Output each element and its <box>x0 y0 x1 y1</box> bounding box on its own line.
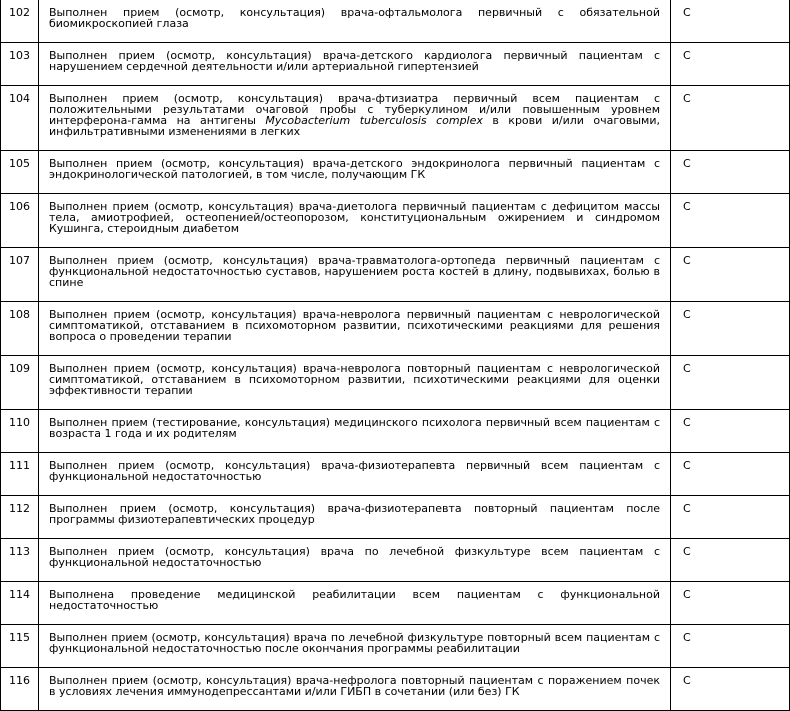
row-number: 109 <box>1 356 39 410</box>
row-number: 114 <box>1 582 39 625</box>
row-number: 107 <box>1 248 39 302</box>
row-number: 111 <box>1 453 39 496</box>
row-number: 108 <box>1 302 39 356</box>
evidence-grade: С <box>671 496 790 539</box>
evidence-grade: С <box>671 43 790 86</box>
evidence-grade: С <box>671 86 790 151</box>
evidence-grade: С <box>671 194 790 248</box>
criterion-text <box>39 453 671 496</box>
criterion-text-part: Выполнен прием (осмотр, консультация) врача по лечебной физкультуре всем пациентам с функциональной недостаточностью <box>49 545 660 569</box>
criterion-text-part: Выполнен прием (осмотр, консультация) врача-диетолога первичный пациентам с дефицитом массы тела, амиотрофией, остеопенией/остеопорозом, конституциональным ожирением и синдромом Кушинга, стероидным диабетом <box>49 200 660 235</box>
criterion-text-part: Выполнен прием (осмотр, консультация) врача-физиотерапевта первичный всем пациентам с функциональной недостаточностью <box>49 459 660 483</box>
criterion-text-part: Выполнен прием (осмотр, консультация) врача-детского кардиолога первичный пациентам с нарушением сердечной деятельности и/или артериальной гипертензией <box>49 49 660 73</box>
criterion-text <box>39 582 671 625</box>
row-number: 102 <box>1 0 39 43</box>
criterion-text <box>39 151 671 194</box>
criterion-text <box>39 668 671 711</box>
criterion-text-part: Выполнен прием (осмотр, консультация) врача-фтизиатра первичный всем пациентам с положительными результатами очаговой пробы с туберкулином и/или повышенным уровнем интерферона-гамма на антигены <box>49 92 660 127</box>
criterion-text-italic: Mycobacterium tuberculosis complex <box>265 114 483 127</box>
criterion-text-part: Выполнен прием (осмотр, консультация) врача-физиотерапевта повторный пациентам после программы физиотерапевтических процедур <box>49 502 660 526</box>
criterion-text-part: Выполнен прием (осмотр, консультация) врача-невролога повторный пациентам с неврологической симптоматикой, отставанием в психомоторном развитии, психотическими реакциями для оценки эффективности терапии <box>49 362 660 397</box>
evidence-grade: С <box>671 151 790 194</box>
criterion-text-part: Выполнена проведение медицинской реабилитации всем пациентам с функциональной недостаточностью <box>49 588 660 612</box>
row-number: 106 <box>1 194 39 248</box>
criterion-text-part: в крови и/или очаговыми, инфильтративными изменениями в легких <box>49 114 660 138</box>
criterion-text <box>39 86 671 151</box>
table-row <box>1 410 790 453</box>
table-row <box>1 625 790 668</box>
table-row <box>1 356 790 410</box>
criterion-text-part: Выполнен прием (осмотр, консультация) врача по лечебной физкультуре повторный всем пациентам с функциональной недостаточностью после окончания программы реабилитации <box>49 631 660 655</box>
table-row <box>1 496 790 539</box>
row-number: 115 <box>1 625 39 668</box>
table-row <box>1 43 790 86</box>
evidence-grade: С <box>671 0 790 43</box>
criterion-text <box>39 539 671 582</box>
criterion-text <box>39 0 671 43</box>
criterion-text <box>39 43 671 86</box>
criteria-table-body <box>1 0 790 711</box>
table-row <box>1 194 790 248</box>
evidence-grade: С <box>671 668 790 711</box>
evidence-grade: С <box>671 453 790 496</box>
evidence-grade: С <box>671 582 790 625</box>
row-number: 116 <box>1 668 39 711</box>
row-number: 112 <box>1 496 39 539</box>
table-row <box>1 0 790 43</box>
row-number: 105 <box>1 151 39 194</box>
criterion-text-part: Выполнен прием (осмотр, консультация) врача-невролога первичный пациентам с неврологической симптоматикой, отставанием в психомоторном развитии, психотическими реакциями для решения вопроса о проведении терапии <box>49 308 660 343</box>
criterion-text <box>39 356 671 410</box>
criterion-text <box>39 302 671 356</box>
criterion-text-part: Выполнен прием (тестирование, консультация) медицинского психолога первичный всем пациентам с возраста 1 года и их родителям <box>49 416 660 440</box>
evidence-grade: С <box>671 302 790 356</box>
criterion-text <box>39 410 671 453</box>
table-row <box>1 302 790 356</box>
evidence-grade: С <box>671 410 790 453</box>
table-row <box>1 453 790 496</box>
criterion-text <box>39 625 671 668</box>
criterion-text-part: Выполнен прием (осмотр, консультация) врача-детского эндокринолога первичный пациентам с эндокринологической патологией, в том числе, получающим ГК <box>49 157 660 181</box>
criterion-text <box>39 194 671 248</box>
evidence-grade: С <box>671 356 790 410</box>
table-row <box>1 582 790 625</box>
row-number: 110 <box>1 410 39 453</box>
row-number: 113 <box>1 539 39 582</box>
table-row <box>1 86 790 151</box>
criterion-text-part: Выполнен прием (осмотр, консультация) врача-травматолога-ортопеда первичный пациентам с функциональной недостаточностью суставов, нарушением роста костей в длину, подвывихах, болью в спине <box>49 254 660 289</box>
row-number: 103 <box>1 43 39 86</box>
table-row <box>1 151 790 194</box>
table-row <box>1 248 790 302</box>
row-number: 104 <box>1 86 39 151</box>
table-row <box>1 539 790 582</box>
criterion-text <box>39 496 671 539</box>
criterion-text <box>39 248 671 302</box>
table-row <box>1 668 790 711</box>
evidence-grade: С <box>671 248 790 302</box>
evidence-grade: С <box>671 539 790 582</box>
criterion-text-part: Выполнен прием (осмотр, консультация) врача-офтальмолога первичный с обязательной биомикроскопией глаза <box>49 6 660 30</box>
criterion-text-part: Выполнен прием (осмотр, консультация) врача-нефролога повторный пациентам с поражением почек в условиях лечения иммунодепрессантами и/или ГИБП в сочетании (или без) ГК <box>49 674 660 698</box>
evidence-grade: С <box>671 625 790 668</box>
